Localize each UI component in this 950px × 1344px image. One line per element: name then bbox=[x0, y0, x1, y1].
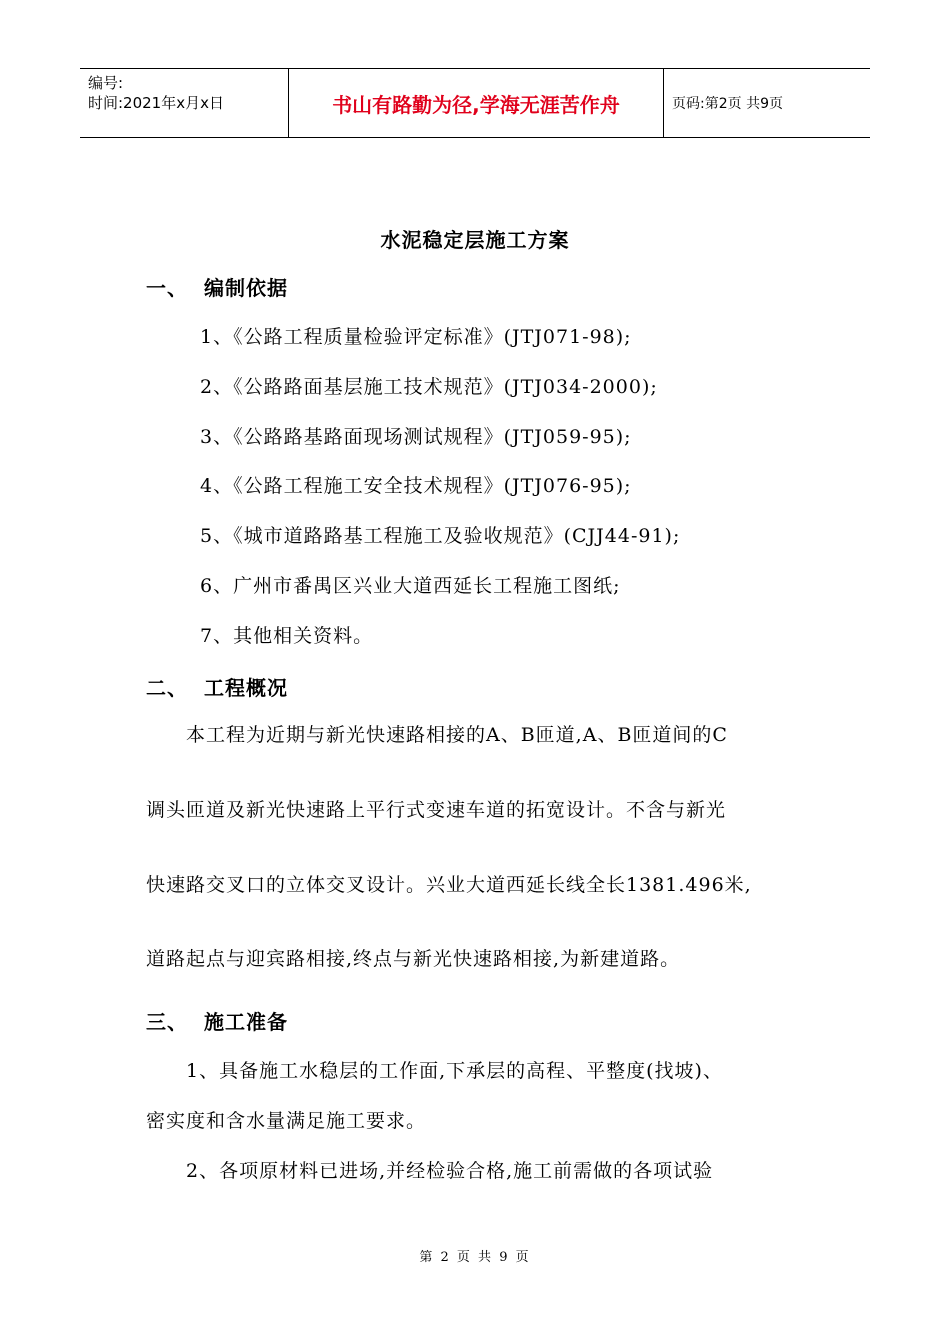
section-title: 工程概况 bbox=[204, 676, 288, 700]
document-time-label: 时间:2021年x月x日 bbox=[88, 94, 224, 112]
section-heading-basis bbox=[146, 272, 288, 301]
basis-item-3: 3、《公路路基路面现场测试规程》(JTJ059-95); bbox=[200, 426, 632, 448]
header-meta bbox=[80, 69, 289, 137]
document-title: 水泥稳定层施工方案 bbox=[380, 228, 570, 252]
document-number-label: 编号: bbox=[88, 74, 124, 92]
section-heading-overview bbox=[146, 672, 288, 701]
preparation-line: 1、具备施工水稳层的工作面,下承层的高程、平整度(找坡)、 bbox=[186, 1060, 723, 1082]
page-header bbox=[80, 68, 870, 138]
basis-item-5: 5、《城市道路路基工程施工及验收规范》(CJJ44-91); bbox=[200, 525, 681, 547]
preparation-line: 2、各项原材料已进场,并经检验合格,施工前需做的各项试验 bbox=[186, 1160, 714, 1182]
section-title: 编制依据 bbox=[204, 276, 288, 300]
section-title: 施工准备 bbox=[204, 1010, 288, 1034]
basis-item-2: 2、《公路路面基层施工技术规范》(JTJ034-2000); bbox=[200, 376, 658, 398]
basis-item-7: 7、其他相关资料。 bbox=[200, 625, 374, 647]
overview-line: 调头匝道及新光快速路上平行式变速车道的拓宽设计。不含与新光 bbox=[146, 799, 727, 821]
preparation-line: 密实度和含水量满足施工要求。 bbox=[146, 1110, 427, 1132]
overview-line: 快速路交叉口的立体交叉设计。兴业大道西延长线全长1381.496米, bbox=[146, 874, 752, 896]
basis-item-1: 1、《公路工程质量检验评定标准》(JTJ071-98); bbox=[200, 326, 632, 348]
header-page-code: 页码:第2页 共9页 bbox=[672, 96, 783, 112]
basis-item-6: 6、广州市番禺区兴业大道西延长工程施工图纸; bbox=[200, 575, 621, 597]
overview-line: 道路起点与迎宾路相接,终点与新光快速路相接,为新建道路。 bbox=[146, 948, 681, 970]
overview-line: 本工程为近期与新光快速路相接的A、B匝道,A、B匝道间的C bbox=[186, 724, 728, 746]
section-number: 二、 bbox=[146, 676, 188, 700]
basis-item-4: 4、《公路工程施工安全技术规程》(JTJ076-95); bbox=[200, 475, 632, 497]
header-motto: 书山有路勤为径,学海无涯苦作舟 bbox=[289, 69, 664, 137]
section-heading-preparation bbox=[146, 1006, 288, 1035]
page-footer: 第 2 页 共 9 页 bbox=[419, 1250, 531, 1265]
section-number: 三、 bbox=[146, 1010, 188, 1034]
section-number: 一、 bbox=[146, 276, 188, 300]
